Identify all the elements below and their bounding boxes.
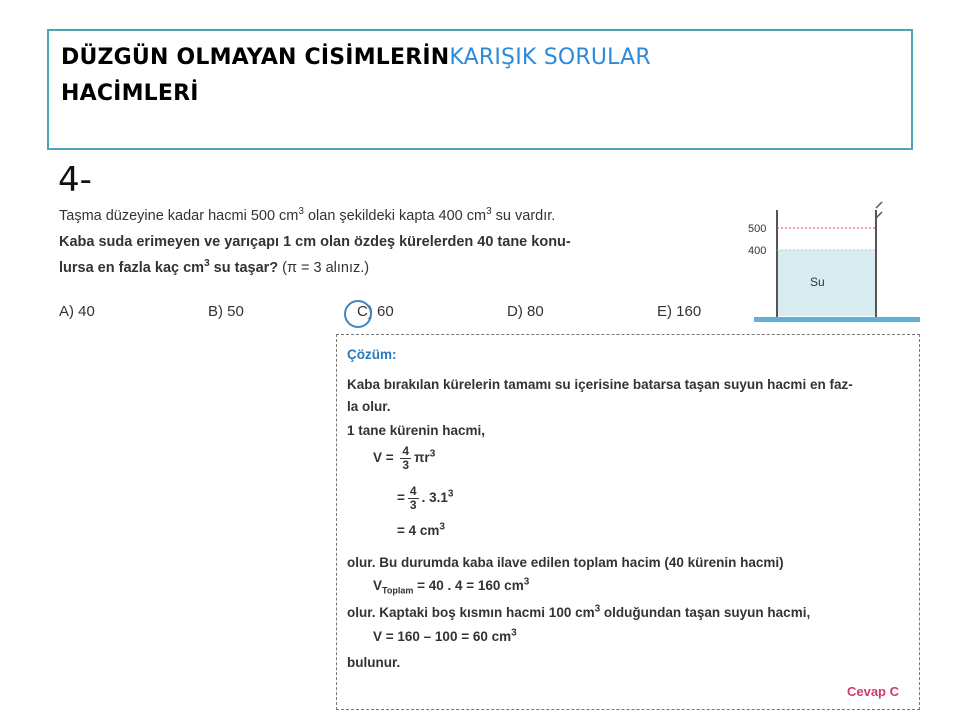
solution-box (336, 334, 920, 710)
title-box (47, 29, 913, 150)
fraction: $\frac{4}{3}$ (402, 444, 410, 472)
formula-overflow: V = 160 – 100 = 60 $cm^3$ (373, 627, 517, 644)
option-a[interactable]: A) 40 (59, 303, 95, 320)
selected-answer-circle (344, 300, 372, 328)
mark-400: 400 (748, 245, 767, 257)
title-line-2: HACİMLERİ (61, 81, 199, 106)
title-topic-text: KARIŞIK SORULAR (449, 45, 651, 70)
title-main-text: DÜZGÜN OLMAYAN CİSİMLERİN (61, 45, 450, 70)
water-fill (777, 250, 876, 316)
formula-volume: V = $\frac{4}{3}$ $\pi r^3$ (373, 444, 436, 472)
solution-line-3: 1 tane kürenin hacmi, (347, 423, 486, 438)
formula-total: $V_{Toplam} = 40$ . 4 = 160 $cm^3$ (373, 576, 530, 596)
solution-line-5: olur. Kaptaki boş kısmın hacmi 100 $cm^3$ olduğundan taşan suyun hacmi, (347, 603, 811, 620)
question-line-2: Kaba suda erimeyen ve yarıçapı 1 cm olan özdeş kürelerden 40 tane konu- (59, 234, 571, 250)
base-surface (754, 317, 920, 322)
option-d[interactable]: D) 80 (507, 303, 544, 320)
mark-500: 500 (748, 223, 767, 235)
solution-line-4: olur. Bu durumda kaba ilave edilen toplam hacim (40 kürenin hacmi) (347, 555, 784, 570)
solution-heading: Çözüm: (347, 347, 397, 362)
answer-label: Cevap C (846, 684, 899, 699)
question-text (59, 203, 719, 281)
formula-substitution: = $\frac{4}{3}$ . $3.1^3$ (397, 484, 454, 512)
question-line-1: Taşma düzeyine kadar hacmi 500 $cm^3$ olan şekildeki kapta 400 $cm^3$ su vardır. (59, 206, 556, 224)
question-number: 4- (58, 160, 92, 200)
solution-line-2: la olur. (347, 399, 391, 414)
solution-line-6: bulunur. (347, 655, 401, 670)
solution-line-1: Kaba bırakılan kürelerin tamamı su içerisine batarsa taşan suyun hacmi en faz- (347, 377, 853, 392)
question-line-3: lursa en fazla kaç $cm^3$ su taşar? (π = 3 alınız.) (59, 258, 370, 276)
option-e[interactable]: E) 160 (657, 303, 702, 320)
liquid-label: Su (810, 275, 825, 289)
title-line-1 (61, 45, 651, 70)
fraction: $\frac{4}{3}$ (409, 484, 417, 512)
formula-result: = 4 $cm^3$ (397, 521, 445, 538)
option-b[interactable]: B) 50 (208, 303, 244, 320)
beaker-diagram (740, 200, 920, 330)
option-c[interactable]: C) 60 (357, 303, 394, 320)
